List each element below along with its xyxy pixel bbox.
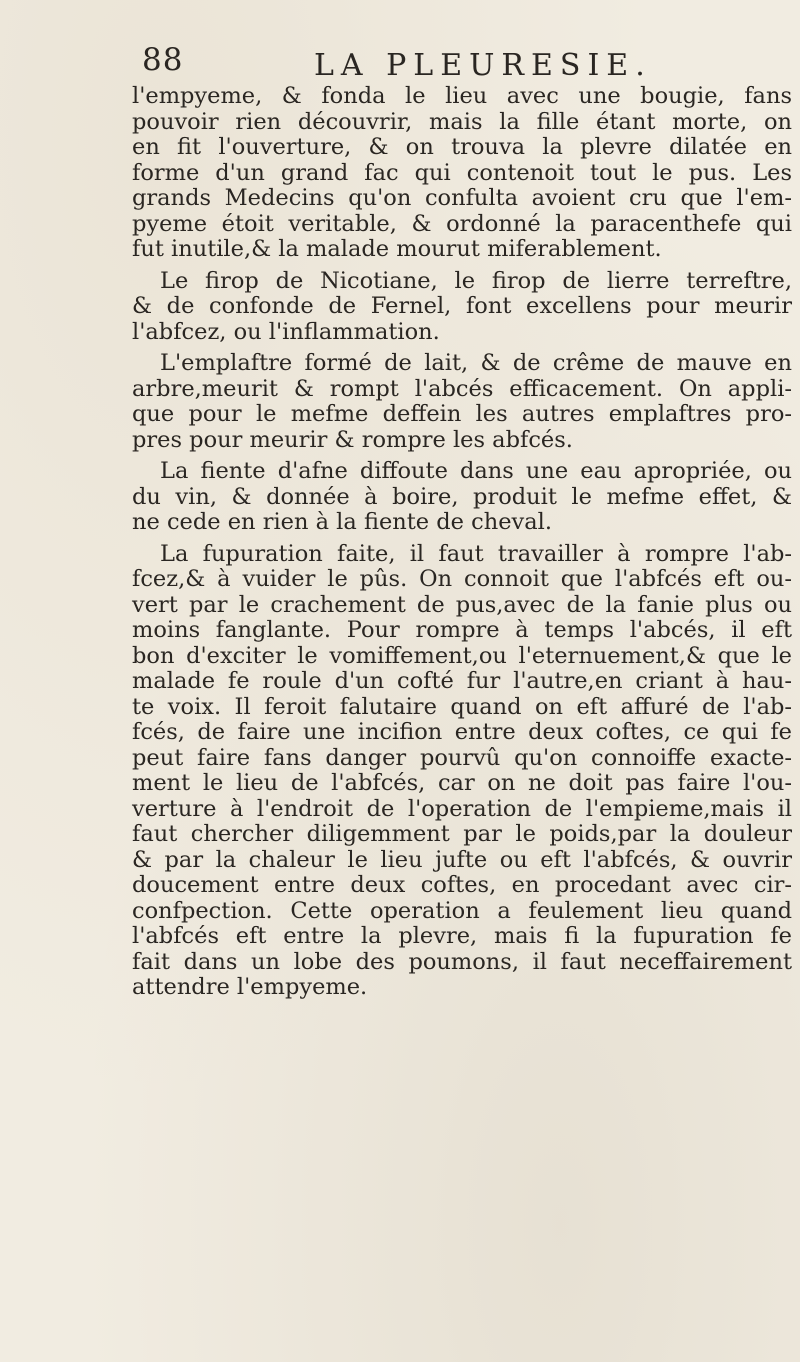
text-line: pres pour meurir & rompre les abfcés. — [132, 426, 573, 453]
text-line: La fiente d'afne diffoute dans une eau apropriée, ou — [160, 458, 792, 484]
text-line: l'empyeme, & fonda le lieu avec une bougie, fans — [132, 83, 792, 109]
text-line: confpection. Cette operation a feulement lieu quand — [132, 897, 792, 924]
text-line: fut inutile,& la malade mourut miferablement. — [132, 236, 662, 262]
text-line: ment le lieu de l'abfcés, car on ne doit pas faire l'ou- — [132, 770, 792, 796]
text-line: moins fanglante. Pour rompre à temps l'abcés, il eft — [132, 617, 792, 643]
paragraph-emplastre — [132, 351, 792, 453]
text-line: fcés, de faire une incifion entre deux coftes, ce qui fe — [132, 719, 792, 745]
text-line: doucement entre deux coftes, en procedant avec cir- — [132, 872, 792, 898]
text-line: l'abfcez, ou l'inflammation. — [132, 318, 440, 345]
body-text — [132, 84, 792, 1007]
text-line: malade fe roule d'un cofté fur l'autre,en criant à hau- — [132, 668, 792, 694]
text-line: que pour le mefme deffein les autres emplaftres pro- — [132, 401, 792, 427]
text-line: & de confonde de Fernel, font excellens pour meurir — [132, 293, 792, 319]
text-line: bon d'exciter le vomiffement,ou l'eternuement,& que le — [132, 642, 792, 669]
text-line: attendre l'empyeme. — [132, 974, 368, 1000]
text-line: vert par le crachement de pus,avec de la fanie plus ou — [132, 591, 792, 618]
text-line: fait dans un lobe des poumons, il faut neceffairement — [132, 948, 792, 975]
text-line: & par la chaleur le lieu jufte ou eft l'abfcés, & ouvrir — [132, 846, 792, 873]
text-line: pyeme étoit veritable, & ordonné la paracenthefe qui — [132, 210, 792, 237]
text-line: l'abfcés eft entre la plevre, mais fi la fupuration fe — [132, 923, 792, 949]
text-line: forme d'un grand fac qui contenoit tout le pus. Les — [132, 159, 792, 186]
text-line: La fupuration faite, il faut travailler à rompre l'ab- — [160, 540, 792, 567]
text-line: pouvoir rien découvrir, mais la fille étant morte, on — [132, 108, 792, 135]
paragraph-firops — [132, 269, 792, 346]
text-line: Le firop de Nicotiane, le firop de lierre terreftre, — [160, 267, 792, 294]
text-line: grands Medecins qu'on confulta avoient cru que l'em- — [132, 185, 792, 211]
paragraph-empyeme-case — [132, 84, 792, 263]
text-line: arbre,meurit & rompt l'abcés efficacement. On appli- — [132, 375, 792, 402]
text-line: peut faire fans danger pourvû qu'on connoiffe exacte- — [132, 744, 792, 771]
text-line: verture à l'endroit de l'operation de l'empieme,mais il — [132, 795, 792, 822]
text-line: en fit l'ouverture, & on trouva la plevre dilatée en — [132, 134, 792, 160]
page-header — [142, 42, 782, 82]
text-line: faut chercher diligemment par le poids,par la douleur — [132, 821, 792, 847]
running-title: LA PLEURESIE. — [314, 48, 652, 83]
text-line: fcez,& à vuider le pûs. On connoit que l'abfcés eft ou- — [132, 566, 792, 592]
text-line: te voix. Il feroit falutaire quand on eft affuré de l'ab- — [132, 693, 792, 720]
text-line: ne cede en rien à la fiente de cheval. — [132, 509, 553, 535]
text-line: L'emplaftre formé de lait, & de crême de mauve en — [160, 350, 792, 376]
paragraph-fiente — [132, 459, 792, 536]
text-line: du vin, & donnée à boire, produit le mefme effet, & — [132, 483, 792, 510]
page-number: 88 — [142, 42, 184, 78]
paragraph-supuration — [132, 542, 792, 1001]
